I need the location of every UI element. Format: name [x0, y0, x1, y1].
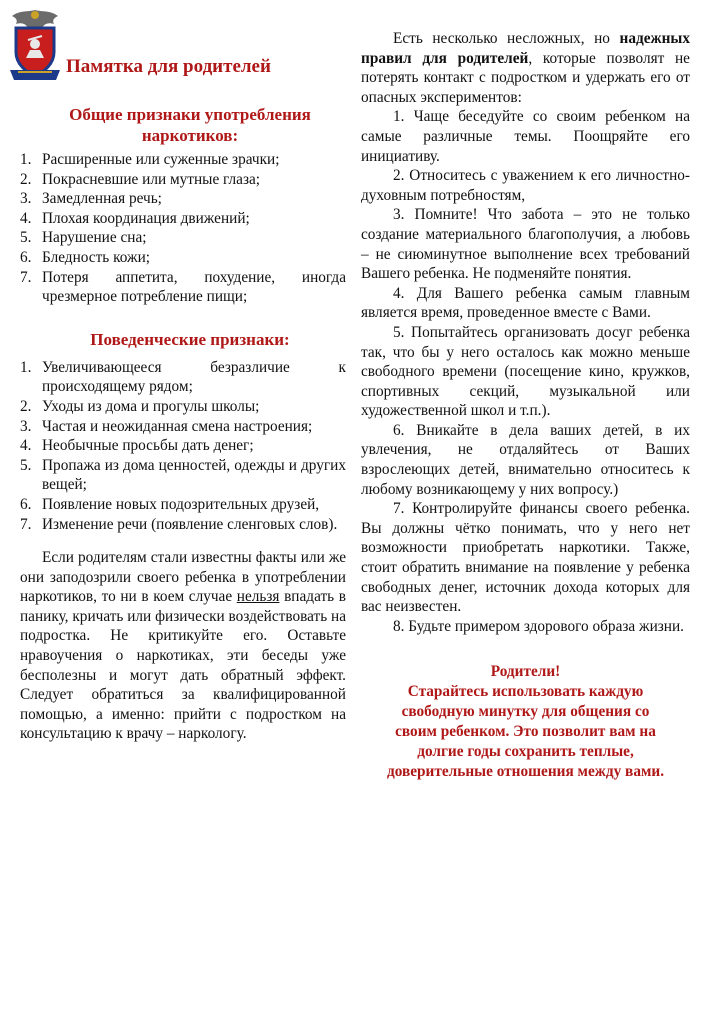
closing-line: Родители! — [490, 663, 561, 681]
list-item-text: Замедленная речь; — [42, 190, 162, 208]
closing-line: долгие годы сохранить теплые, — [417, 743, 634, 761]
list-item-text: Нарушение сна; — [42, 229, 147, 247]
list-item-number: 4. — [20, 437, 32, 455]
rule-item: 2. Относитесь с уважением к его личностно-духовным потребностям, — [361, 167, 690, 204]
rule-item: 5. Попытайтесь организовать досуг ребенка так, что бы у него осталось как можно меньше свободного времени (посещение кино, кружков, спортивных секций, музыкальной или художественной школ и т.п.). — [361, 323, 690, 420]
list-item — [20, 248, 346, 268]
behavior-section-title: Поведенческие признаки: — [90, 329, 290, 349]
rules-intro-pre: Есть несколько несложных, но — [393, 30, 620, 47]
list-item-text: Частая и неожиданная смена настроения; — [42, 417, 313, 435]
list-item-text: Уходы из дома и прогулы школы; — [42, 397, 260, 415]
signs-title-line2: наркотиков: — [141, 126, 239, 145]
list-item-number: 2. — [20, 397, 32, 415]
list-item-number: 1. — [20, 151, 32, 168]
list-item — [20, 515, 346, 535]
behavior-list — [20, 358, 346, 534]
list-item-text: Необычные просьбы дать денег; — [42, 437, 254, 455]
list-item — [20, 150, 346, 170]
rule-item: 8. Будьте примером здорового образа жизни. — [393, 617, 685, 635]
list-item-number: 3. — [20, 190, 32, 208]
closing-line: свободную минутку для общения со — [401, 703, 650, 721]
list-item-text: Бледность кожи; — [42, 248, 151, 266]
list-item-number: 5. — [20, 229, 32, 247]
rule-item: 4. Для Вашего ребенка самым главным является время, проведенное вместе с Вами. — [361, 284, 690, 322]
rules-intro — [361, 29, 690, 107]
list-item-number: 7. — [20, 268, 32, 286]
list-item — [20, 456, 346, 495]
rule-item: 6. Вникайте в дела ваших детей, в их увлечения, не отдаляйтесь от Ваших взрослеющих детей, внимательно относитесь к любому возникающему у них вопросу.) — [361, 421, 690, 498]
list-item — [20, 170, 346, 190]
list-item-text: Плохая координация движений; — [42, 209, 250, 227]
left-column — [20, 104, 346, 744]
list-item-number: 6. — [20, 248, 32, 266]
list-item-text: Изменение речи (появление сленговых слов). — [42, 515, 338, 533]
list-item — [20, 209, 346, 229]
list-item-text: Увеличивающееся безразличие к происходящему рядом; — [42, 358, 346, 396]
list-item-number: 5. — [20, 456, 32, 474]
rule-item: 3. Помните! Что забота – это не только создание материального благополучия, а любовь – не сиюминутное выполнение всех требований Вашего ребенка. Не подменяйте понятия. — [361, 206, 690, 283]
list-item-text: Потеря аппетита, похудение, иногда чрезмерное потребление пищи; — [42, 268, 346, 306]
list-item-number: 6. — [20, 495, 32, 513]
list-item — [20, 189, 346, 209]
document-title: Памятка для родителей — [66, 56, 271, 77]
list-item — [20, 358, 346, 397]
right-column — [361, 29, 690, 782]
rule-item: 1. Чаще беседуйте со своим ребенком на самые различные темы. Поощряйте его инициативу. — [361, 108, 690, 165]
list-item — [20, 436, 346, 456]
list-item-text: Пропажа из дома ценностей, одежды и других вещей; — [42, 456, 346, 494]
list-item-number: 2. — [20, 170, 32, 188]
advice-text-part1: Если родителям стали известны факты или же они заподозрили своего ребенка в употреблении наркотиков, то ни в коем случае — [20, 549, 346, 606]
list-item-number: 1. — [20, 358, 32, 376]
list-item-number: 4. — [20, 209, 32, 227]
closing-line: доверительные отношения между вами. — [386, 763, 665, 781]
advice-text-part2: впадать в панику, кричать или физически воздействовать на подростка. Не критикуйте его. Оставьте нравоучения о наркотиках, эти беседы уже бесполезны и могут дать обратный эффект. Следует обратиться за квалифицированной помощью, а именно: прийти с подростком на консультацию к врачу – наркологу. — [20, 588, 346, 743]
list-item — [20, 495, 346, 515]
list-item — [20, 417, 346, 437]
list-item-text: Появление новых подозрительных друзей, — [42, 495, 320, 513]
list-item — [20, 228, 346, 248]
rule-item: 7. Контролируйте финансы своего ребенка. Вы должны чётко понимать, что у него нет возможности приобретать наркотики. Также, стоит обратить внимание на появление у ребенка свободных денег, источник дохода которых для вас неизвестен. — [361, 500, 690, 616]
list-item-number: 7. — [20, 515, 32, 533]
closing-line: Старайтесь использовать каждую — [407, 683, 644, 701]
rules-intro-post: , которые позволят не потерять контакт с подростком и удержать его от опасных экспериментов: — [361, 49, 690, 106]
signs-list — [20, 150, 346, 307]
list-item — [20, 397, 346, 417]
list-item-number: 3. — [20, 417, 32, 435]
signs-section-title — [34, 104, 346, 146]
closing-appeal — [361, 662, 690, 782]
signs-title-line1: Общие признаки употребления — [69, 105, 311, 124]
list-item-text: Расширенные или суженные зрачки; — [42, 151, 280, 168]
advice-forbidden-word: нельзя — [236, 588, 280, 606]
advice-paragraph — [20, 548, 346, 744]
list-item-text: Покрасневшие или мутные глаза; — [42, 170, 261, 188]
closing-line: своим ребенком. Это позволит вам на — [395, 723, 656, 741]
list-item — [20, 268, 346, 307]
rules-intro-bold: надежных правил для родителей — [361, 30, 690, 67]
police-emblem-icon — [6, 6, 64, 84]
